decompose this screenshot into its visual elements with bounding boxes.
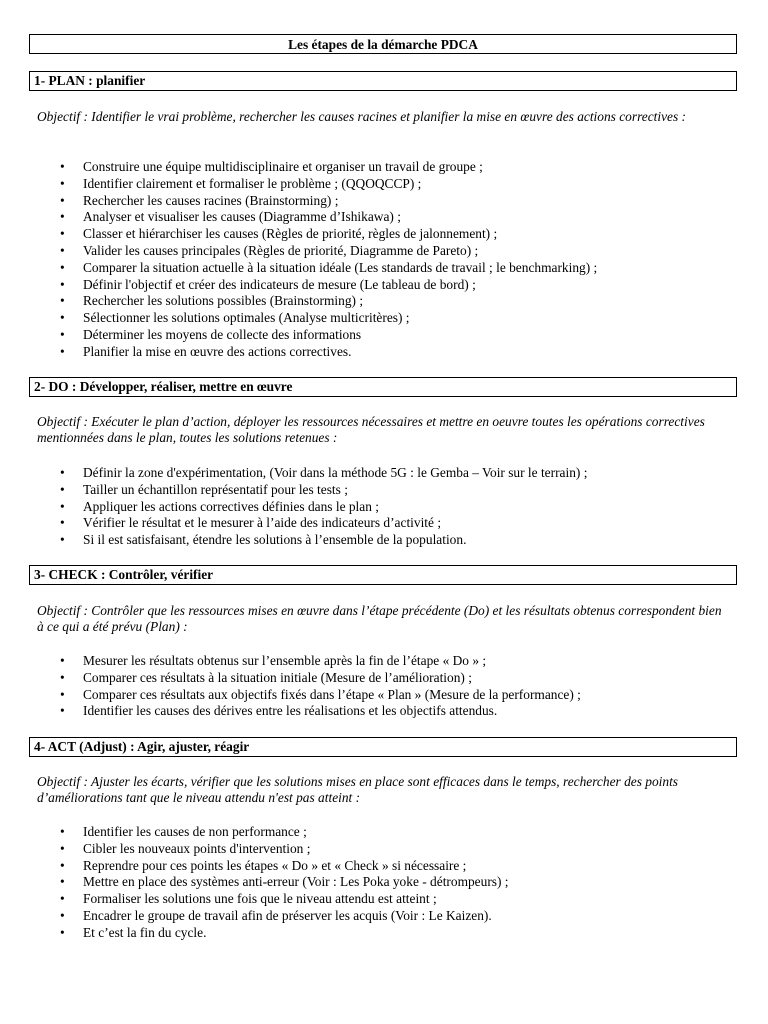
list-item: • Rechercher les solutions possibles (Brainstorming) ; <box>60 293 364 309</box>
list-item: • Tailler un échantillon représentatif pour les tests ; <box>60 481 348 497</box>
list-item: • Formaliser les solutions une fois que le niveau attendu est atteint ; <box>60 891 437 907</box>
list-item: • Comparer ces résultats à la situation initiale (Mesure de l’amélioration) ; <box>60 669 472 685</box>
list-item: • Comparer ces résultats aux objectifs fixés dans l’étape « Plan » (Mesure de la performance) ; <box>60 686 581 702</box>
objective-plan: Objectif : Identifier le vrai problème, rechercher les causes racines et planifier la mise en œuvre des actions correctives : <box>37 109 687 124</box>
item-list-plan <box>60 159 597 361</box>
list-item: • Appliquer les actions correctives définies dans le plan ; <box>60 498 379 514</box>
list-item: • Identifier les causes des dérives entre les réalisations et les objectifs attendus. <box>60 703 498 719</box>
list-item: • Reprendre pour ces points les étapes « Do » et « Check » si nécessaire ; <box>60 857 467 873</box>
list-item: • Vérifier le résultat et le mesurer à l’aide des indicateurs d’activité ; <box>60 515 442 531</box>
objective-do: Objectif : Exécuter le plan d’action, déployer les ressources nécessaires et mettre en oeuvre toutes les opérations correctives mentionnées dans le plan, toutes les solutions retenues : <box>37 414 705 445</box>
list-item: • Mesurer les résultats obtenus sur l’ensemble après la fin de l’étape « Do » ; <box>60 653 487 668</box>
list-item: • Identifier clairement et formaliser le problème ; (QQOQCCP) ; <box>60 175 422 191</box>
item-list-check <box>60 653 581 720</box>
item-list-act <box>60 824 509 942</box>
section-heading-check: 3- CHECK : Contrôler, vérifier <box>29 565 737 585</box>
list-item: • Déterminer les moyens de collecte des informations <box>60 326 362 342</box>
list-item: • Et c’est la fin du cycle. <box>60 924 207 940</box>
list-item: • Définir l'objectif et créer des indicateurs de mesure (Le tableau de bord) ; <box>60 276 476 292</box>
list-item: • Planifier la mise en œuvre des actions correctives. <box>60 343 352 359</box>
section-heading-do: 2- DO : Développer, réaliser, mettre en œuvre <box>29 377 737 397</box>
list-item: • Encadrer le groupe de travail afin de préserver les acquis (Voir : Le Kaizen). <box>60 907 492 923</box>
list-item: • Comparer la situation actuelle à la situation idéale (Les standards de travail ; le benchmarking) ; <box>60 259 598 275</box>
list-item: • Sélectionner les solutions optimales (Analyse multicritères) ; <box>60 310 410 326</box>
document-title: Les étapes de la démarche PDCA <box>29 34 737 54</box>
list-item: • Valider les causes principales (Règles de priorité, Diagramme de Pareto) ; <box>60 242 479 258</box>
objective-act: Objectif : Ajuster les écarts, vérifier que les solutions mises en place sont efficaces dans le temps, rechercher des points d’améliorations tant que le niveau attendu n'est pas atteint : <box>37 774 679 805</box>
objective-check: Objectif : Contrôler que les ressources mises en œuvre dans l’étape précédente (Do) et les résultats obtenus correspondent bien à ce qui a été prévu (Plan) : <box>37 603 722 634</box>
item-list-do <box>60 465 587 549</box>
list-item: • Rechercher les causes racines (Brainstorming) ; <box>60 192 339 208</box>
list-item: • Analyser et visualiser les causes (Diagramme d’Ishikawa) ; <box>60 209 401 225</box>
list-item: • Cibler les nouveaux points d'intervention ; <box>60 840 311 856</box>
section-heading-act: 4- ACT (Adjust) : Agir, ajuster, réagir <box>29 737 737 757</box>
list-item: • Mettre en place des systèmes anti-erreur (Voir : Les Poka yoke - détrompeurs) ; <box>60 874 509 890</box>
section-heading-plan: 1- PLAN : planifier <box>29 71 737 91</box>
list-item: • Classer et hiérarchiser les causes (Règles de priorité, règles de jalonnement) ; <box>60 226 498 242</box>
list-item: • Identifier les causes de non performance ; <box>60 824 307 839</box>
list-item: • Construire une équipe multidisciplinaire et organiser un travail de groupe ; <box>60 159 483 174</box>
list-item: • Définir la zone d'expérimentation, (Voir dans la méthode 5G : le Gemba – Voir sur le terrain) ; <box>60 465 588 480</box>
list-item: • Si il est satisfaisant, étendre les solutions à l’ensemble de la population. <box>60 532 467 548</box>
